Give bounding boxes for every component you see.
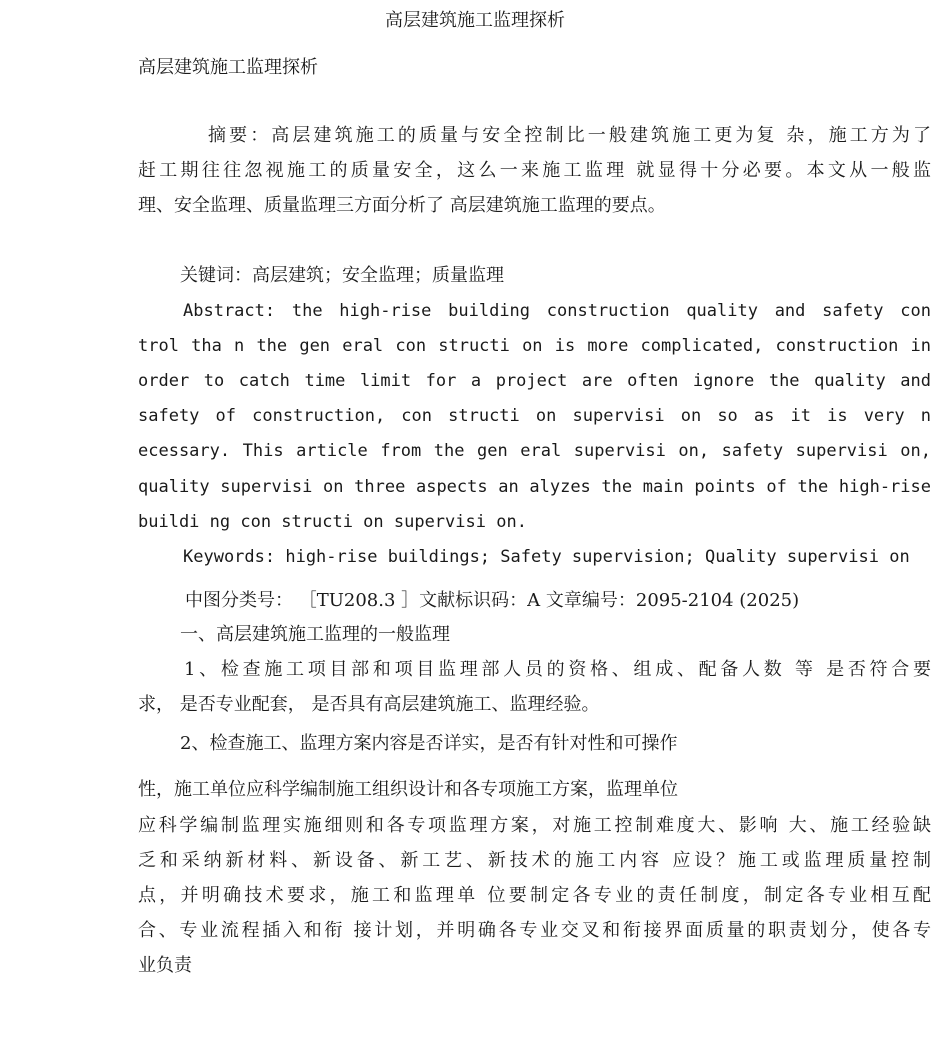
abstract-en-line-6: quality supervisi on three aspects an alyzes the main points of the high-rise <box>138 477 931 497</box>
item-2-line-2: 性，施工单位应科学编制施工组织设计和各专项施工方案，监理单位 <box>138 779 678 800</box>
item-2-line-6: 合、专业流程插入和衔 接计划，并明确各专业交叉和衔接界面质量的职责划分，使各专 <box>138 920 931 941</box>
abstract-cn-line-3: 理、安全监理、质量监理三方面分析了 高层建筑施工监理的要点。 <box>138 195 666 216</box>
item-2-line-7: 业负责 <box>138 955 192 976</box>
abstract-en-line-1: Abstract: the high-rise building construction quality and safety con <box>183 301 931 321</box>
section-1-heading: 一、高层建筑施工监理的一般监理 <box>180 624 450 645</box>
classification-line: 中图分类号： ［TU208.3 ］文献标识码：A 文章编号：2095-2104 (2025) <box>185 590 800 611</box>
abstract-en-line-2: trol tha n the gen eral con structi on is more complicated, construction in <box>138 336 931 356</box>
abstract-en-line-7: buildi ng con structi on supervisi on. <box>138 512 527 532</box>
item-2-line-3: 应科学编制监理实施细则和各专项监理方案，对施工控制难度大、影响 大、施工经验缺 <box>138 815 931 836</box>
abstract-en-line-5: ecessary. This article from the gen eral supervisi on, safety supervisi on, <box>138 441 931 461</box>
header-title: 高层建筑施工监理探析 <box>385 10 565 31</box>
item-1-line-2: 求， 是否专业配套， 是否具有高层建筑施工、监理经验。 <box>138 694 600 715</box>
item-2-line-5: 点，并明确技术要求，施工和监理单 位要制定各专业的责任制度，制定各专业相互配 <box>138 885 931 906</box>
keywords-en: Keywords: high-rise buildings; Safety supervision; Quality supervisi on <box>183 547 910 567</box>
abstract-en-line-3: order to catch time limit for a project are often ignore the quality and <box>138 371 931 391</box>
abstract-en-line-4: safety of construction, con structi on supervisi on so as it is very n <box>138 406 931 426</box>
document-title: 高层建筑施工监理探析 <box>138 57 318 78</box>
abstract-cn-line-2: 赶工期往往忽视施工的质量安全，这么一来施工监理 就显得十分必要。本文从一般监 <box>138 160 931 181</box>
item-1-line-1: 1、检查施工项目部和项目监理部人员的资格、组成、配备人数 等 是否符合要 <box>184 659 931 680</box>
item-2-line-1: 2、检查施工、监理方案内容是否详实，是否有针对性和可操作 <box>180 733 678 754</box>
abstract-cn-line-1: 摘要：高层建筑施工的质量与安全控制比一般建筑施工更为复 杂，施工方为了 <box>208 125 931 146</box>
item-2-line-4: 乏和采纳新材料、新设备、新工艺、新技术的施工内容 应设？施工或监理质量控制 <box>138 850 931 871</box>
keywords-cn: 关键词：高层建筑；安全监理；质量监理 <box>180 265 504 286</box>
